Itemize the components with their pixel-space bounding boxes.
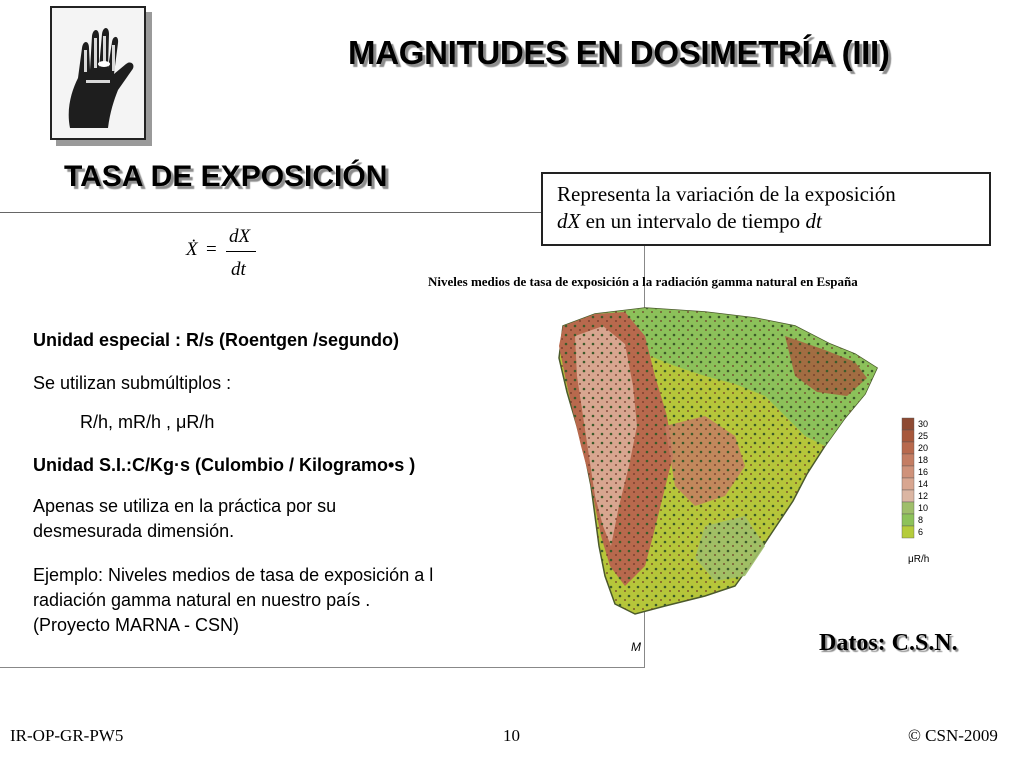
map-title: Niveles medios de tasa de exposición a la radiación gamma natural en España <box>428 274 858 289</box>
definition-var-dt: dt <box>805 209 822 233</box>
legend-swatch <box>902 502 914 514</box>
footer-code: IR-OP-GR-PW5 <box>10 726 124 745</box>
legend-label: 14 <box>918 479 929 489</box>
legend-label: 30 <box>918 419 929 429</box>
map-landmass <box>559 308 877 614</box>
legend-swatch <box>902 478 914 490</box>
legend-label: 8 <box>918 515 924 525</box>
formula-numerator: dX <box>229 226 251 247</box>
legend-label: 16 <box>918 467 929 477</box>
xray-hand-icon <box>52 8 144 138</box>
legend-unit: μR/h <box>908 554 930 565</box>
legend-swatch <box>902 490 914 502</box>
page-number: 10 <box>503 726 520 745</box>
legend-swatch <box>902 454 914 466</box>
xray-hand-logo <box>50 6 146 140</box>
legend-label: 20 <box>918 443 929 453</box>
legend-label: 18 <box>918 455 929 465</box>
page-title: MAGNITUDES EN DOSIMETRÍA (III) <box>348 34 890 71</box>
submultiplos-label: Se utilizan submúltiplos : <box>33 373 232 393</box>
ejemplo-line-1: Ejemplo: Niveles medios de tasa de exposición a l <box>33 565 434 585</box>
map-legend <box>900 416 950 566</box>
footer-copyright: © CSN-2009 <box>908 726 998 745</box>
unidad-si: Unidad S.I.:C/Kg·s (Culombio / Kilogramo•s ) <box>33 455 416 475</box>
unidad-especial: Unidad especial : R/s (Roentgen /segundo) <box>33 330 400 350</box>
formula-fraction-bar <box>226 251 256 252</box>
submultiplos-list: R/h, mR/h , μR/h <box>80 412 215 432</box>
definition-line-2 <box>557 208 979 235</box>
ejemplo-line-2: radiación gamma natural en nuestro país . <box>33 590 371 610</box>
legend-swatch <box>902 430 914 442</box>
legend-swatch <box>902 514 914 526</box>
legend-label: 10 <box>918 503 929 513</box>
definition-var-dx: dX <box>557 209 581 233</box>
legend-label: 6 <box>918 527 924 537</box>
definition-line-1: Representa la variación de la exposición <box>557 182 896 206</box>
legend-swatch <box>902 418 914 430</box>
legend-label: 25 <box>918 431 929 441</box>
map-corner-mark: M <box>631 640 641 654</box>
legend-swatch <box>902 466 914 478</box>
data-source: Datos: C.S.N. <box>819 630 958 656</box>
formula-equals: = <box>206 239 217 260</box>
legend-swatch <box>902 442 914 454</box>
legend-swatch <box>902 526 914 538</box>
apenas-line-1: Apenas se utiliza en la práctica por su <box>33 496 337 516</box>
formula-denominator: dt <box>231 259 246 280</box>
definition-box <box>541 172 991 246</box>
spain-radiation-map <box>555 296 895 636</box>
legend-label: 12 <box>918 491 929 501</box>
section-subtitle: TASA DE EXPOSICIÓN <box>64 160 388 193</box>
apenas-line-2: desmesurada dimensión. <box>33 521 235 541</box>
formula-lhs: Ẋ <box>186 239 198 260</box>
ejemplo-line-3: (Proyecto MARNA - CSN) <box>33 615 240 635</box>
definition-mid: en un intervalo de tiempo <box>580 209 806 233</box>
